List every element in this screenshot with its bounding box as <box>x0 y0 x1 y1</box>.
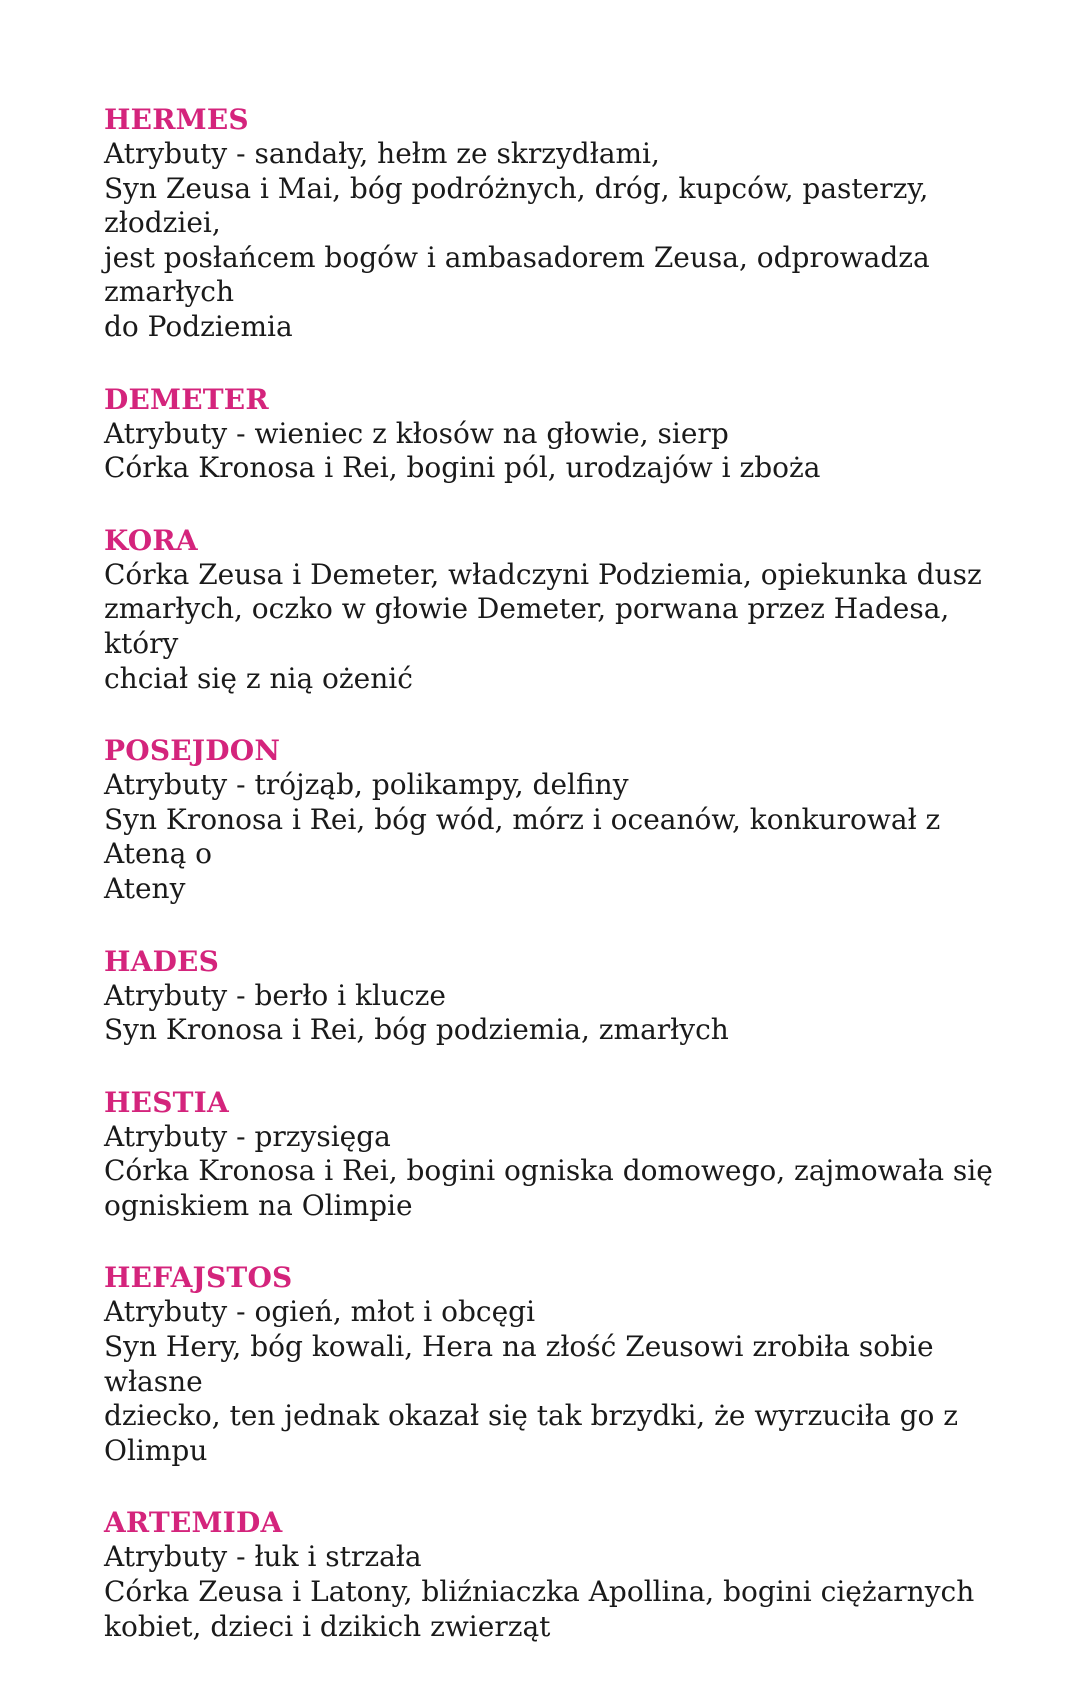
entry-title: HADES <box>104 944 220 978</box>
entry-title: DEMETER <box>104 382 269 416</box>
entry-title: KORA <box>104 523 198 557</box>
entry-line: Atrybuty - sandały, hełm ze skrzydłami, <box>104 137 660 170</box>
entry-line: Córka Zeusa i Latony, bliźniaczka Apollina, bogini ciężarnych <box>104 1575 975 1609</box>
entry-hermes <box>104 102 1004 345</box>
entry-title: HERMES <box>104 103 249 136</box>
entry-demeter <box>104 382 1004 486</box>
entry-line: chciał się z nią ożenić <box>104 661 413 695</box>
entry-line: Córka Kronosa i Rei, bogini ogniska domowego, zajmowała się <box>104 1154 993 1188</box>
entry-artemida <box>104 1505 1004 1644</box>
entry-title: HEFAJSTOS <box>104 1261 293 1295</box>
entry-line: jest posłańcem bogów i ambasadorem Zeusa, odprowadza zmarłych <box>104 240 930 309</box>
entry-line: Atrybuty - ogień, młot i obcęgi <box>104 1295 536 1329</box>
entry-line: Syn Kronosa i Rei, bóg podziemia, zmarłych <box>104 1013 729 1047</box>
entry-hefajstos <box>104 1260 1004 1468</box>
entry-line: Atrybuty - trójząb, polikampy, delfiny <box>104 768 629 802</box>
entry-title: POSEJDON <box>104 734 281 768</box>
entry-line: Syn Zeusa i Mai, bóg podróżnych, dróg, kupców, pasterzy, złodziei, <box>104 171 929 240</box>
entry-line: Syn Hery, bóg kowali, Hera na złość Zeusowi zrobiła sobie własne <box>104 1330 934 1398</box>
entry-line: Atrybuty - berło i klucze <box>104 978 447 1012</box>
entry-line: do Podziemia <box>104 309 293 343</box>
entry-line: Córka Zeusa i Demeter, władczyni Podziemia, opiekunka dusz <box>104 557 982 591</box>
entry-line: Córka Kronosa i Rei, bogini pól, urodzajów i zboża <box>104 451 821 485</box>
entry-line: zmarłych, oczko w głowie Demeter, porwana przez Hadesa, który <box>104 592 950 660</box>
entry-line: Atrybuty - przysięga <box>104 1119 391 1153</box>
entry-title: HESTIA <box>104 1085 229 1119</box>
entry-line: Atrybuty - łuk i strzała <box>104 1540 422 1574</box>
entry-line: dziecko, ten jednak okazał się tak brzydki, że wyrzuciła go z Olimpu <box>104 1399 959 1467</box>
entry-line: Atrybuty - wieniec z kłosów na głowie, sierp <box>104 416 729 450</box>
entry-line: Syn Kronosa i Rei, bóg wód, mórz i oceanów, konkurował z Ateną o <box>104 802 941 871</box>
entry-kora <box>104 523 1004 696</box>
entry-title: ARTEMIDA <box>104 1506 283 1540</box>
entry-line: ogniskiem na Olimpie <box>104 1188 413 1222</box>
entry-hestia <box>104 1085 1004 1224</box>
document-page <box>104 102 1004 1681</box>
entry-hades <box>104 944 1004 1048</box>
entry-posejdon <box>104 733 1004 906</box>
entry-line: Ateny <box>104 871 186 905</box>
entry-line: kobiet, dzieci i dzikich zwierząt <box>104 1609 551 1643</box>
